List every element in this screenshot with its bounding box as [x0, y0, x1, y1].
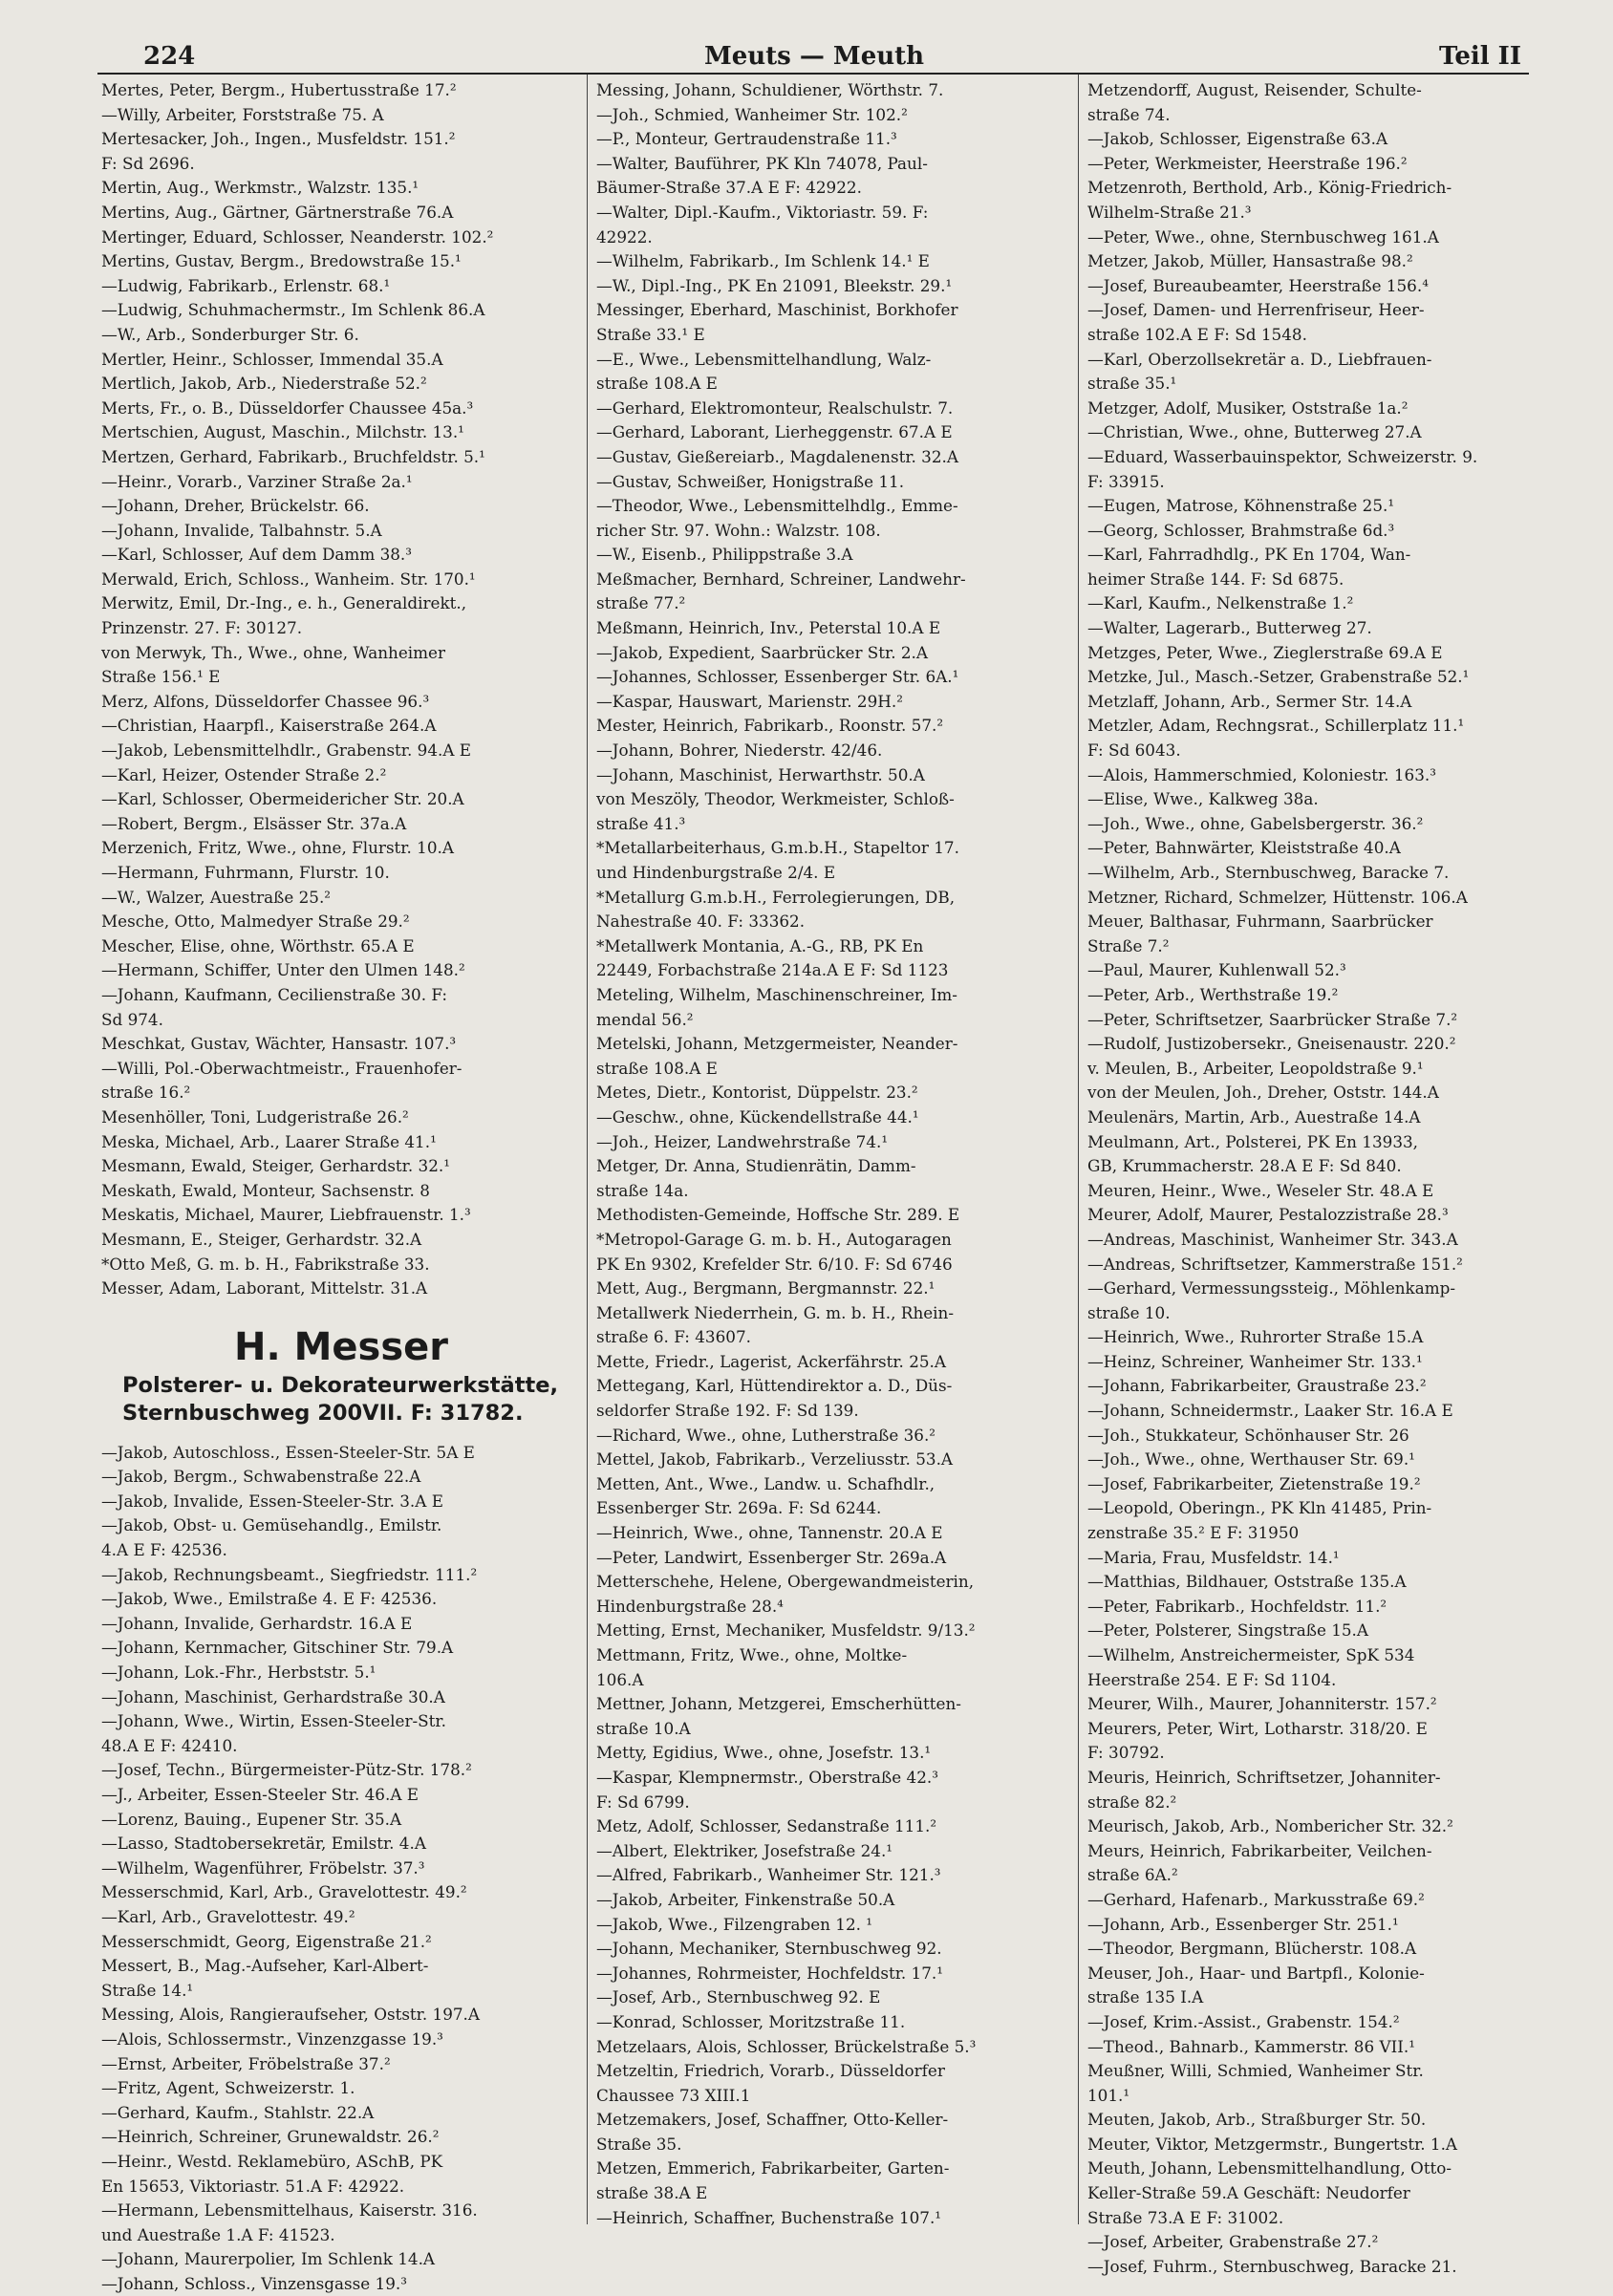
directory-entry: Mertschien, August, Maschin., Milchstr. 13.¹ [101, 422, 464, 442]
directory-entry: Messing, Alois, Rangieraufseher, Oststr. 197.A [101, 2005, 481, 2025]
directory-entry: Metzner, Richard, Schmelzer, Hüttenstr. 106.A [1087, 887, 1468, 907]
directory-entry: —Matthias, Bildhauer, Oststraße 135.A [1087, 1572, 1407, 1592]
directory-entry: Mertesacker, Joh., Ingen., Musfeldstr. 151.² F: Sd 2696. [101, 129, 456, 173]
directory-entry: —Ludwig, Fabrikarb., Erlenstr. 68.¹ [101, 275, 391, 295]
directory-entry: Mertinger, Eduard, Schlosser, Neanderstr. 102.² [101, 226, 494, 247]
directory-entry: —Willy, Arbeiter, Forststraße 75. A [101, 104, 384, 124]
directory-entry: Messer, Adam, Laborant, Mittelstr. 31.A [101, 1278, 428, 1298]
directory-entry: —Walter, Dipl.-Kaufm., Viktoriastr. 59. F: 42922. [596, 202, 929, 247]
directory-entry: *Metallurg G.m.b.H., Ferrolegierungen, DB, Nahestraße 40. F: 33362. [596, 887, 956, 932]
directory-entry: —Elise, Wwe., Kalkweg 38a. [1087, 789, 1319, 809]
directory-entry: —Konrad, Schlosser, Moritzstraße 11. [596, 2011, 906, 2031]
directory-entry: —Peter, Werkmeister, Heerstraße 196.² [1087, 153, 1408, 173]
directory-entry: Merts, Fr., o. B., Düsseldorfer Chaussee 45a.³ [101, 397, 474, 418]
directory-entry: —Theod., Bahnarb., Kammerstr. 86 VII.¹ [1087, 2036, 1415, 2056]
directory-entry: —Josef, Damen- und Herrenfriseur, Heer- straße 102.A E F: Sd 1548. [1087, 300, 1425, 344]
directory-entry: —Hermann, Schiffer, Unter den Ulmen 148.² [101, 960, 465, 980]
directory-entry: Mesche, Otto, Malmedyer Straße 29.² [101, 912, 410, 932]
directory-entry: Metten, Ant., Wwe., Landw. u. Schafhdlr., Essenberger Str. 269a. F: Sd 6244. [596, 1473, 936, 1518]
directory-entry: —Jakob, Autoschloss., Essen-Steeler-Str. 5A E [101, 1442, 475, 1462]
directory-entry: —Gerhard, Vermessungssteig., Möhlenkamp- straße 10. [1087, 1278, 1456, 1322]
directory-entry: Metz, Adolf, Schlosser, Sedanstraße 111.² [596, 1816, 937, 1836]
directory-entry: Metzlaff, Johann, Arb., Sermer Str. 14.A [1087, 691, 1412, 711]
directory-entry: Mertins, Gustav, Bergm., Bredowstraße 15.¹ [101, 251, 462, 271]
directory-entry: Merzenich, Fritz, Wwe., ohne, Flurstr. 10.A [101, 838, 454, 858]
directory-entry: —Johann, Maschinist, Gerhardstraße 30.A [101, 1686, 445, 1706]
directory-entry: —Gustav, Gießereiarb., Magdalenenstr. 32.A [596, 446, 958, 466]
directory-entry: Mertins, Aug., Gärtner, Gärtnerstraße 76.A [101, 202, 454, 222]
directory-entry: Metzger, Adolf, Musiker, Oststraße 1a.² [1087, 397, 1409, 418]
directory-entry: —Christian, Haarpfl., Kaiserstraße 264.A [101, 716, 437, 736]
page-header [97, 38, 1531, 71]
directory-entry: —Robert, Bergm., Elsässer Str. 37a.A [101, 813, 407, 833]
directory-entry: Metes, Dietr., Kontorist, Düppelstr. 23.² [596, 1083, 918, 1103]
directory-entry: —Jakob, Arbeiter, Finkenstraße 50.A [596, 1889, 895, 1909]
directory-entry: —Heinr., Westd. Reklamebüro, ASchB, PK En 15653, Viktoriastr. 51.A F: 42922. [101, 2151, 443, 2196]
directory-entry: —Josef, Fabrikarbeiter, Zietenstraße 19.² [1087, 1473, 1421, 1493]
directory-entry: Messerschmidt, Georg, Eigenstraße 21.² [101, 1931, 432, 1951]
directory-entry: Meskatis, Michael, Maurer, Liebfrauenstr. 1.³ [101, 1205, 471, 1225]
directory-entry: —Hermann, Fuhrmann, Flurstr. 10. [101, 863, 390, 882]
part-label: Teil II [1438, 42, 1521, 71]
directory-entry: —Peter, Polsterer, Singstraße 15.A [1087, 1620, 1369, 1641]
directory-entry: —Eugen, Matrose, Köhnenstraße 25.¹ [1087, 496, 1395, 516]
directory-entry: Mesenhöller, Toni, Ludgeristraße 26.² [101, 1106, 409, 1127]
directory-entry: —Karl, Schlosser, Obermeidericher Str. 20.A [101, 789, 464, 809]
directory-entry: —Karl, Oberzollsekretär a. D., Liebfrauen- straße 35.¹ [1087, 349, 1432, 394]
directory-entry: —Johann, Mechaniker, Sternbuschweg 92. [596, 1939, 942, 1959]
directory-entry: Mesmann, E., Steiger, Gerhardstr. 32.A [101, 1229, 422, 1249]
directory-entry: —Leopold, Oberingn., PK Kln 41485, Prin- zenstraße 35.² E F: 31950 [1087, 1498, 1432, 1543]
directory-entry: Meuser, Joh., Haar- und Bartpfl., Kolonie- straße 135 I.A [1087, 1963, 1425, 2007]
directory-entry: —Kaspar, Klempnermstr., Oberstraße 42.³ F: Sd 6799. [596, 1767, 938, 1812]
directory-entry: Metzer, Jakob, Müller, Hansastraße 98.² [1087, 251, 1413, 271]
column-1-top-entries [101, 78, 581, 1301]
directory-entry: Mertes, Peter, Bergm., Hubertusstraße 17.² [101, 80, 457, 99]
column-3 [1087, 78, 1561, 2276]
directory-entry: —Theodor, Bergmann, Blücherstr. 108.A [1087, 1939, 1417, 1959]
directory-entry: —Walter, Bauführer, PK Kln 74078, Paul- Bäumer-Straße 37.A E F: 42922. [596, 153, 928, 198]
directory-entry: —Johann, Maschinist, Herwarthstr. 50.A [596, 764, 925, 784]
directory-entry: Mett, Aug., Bergmann, Bergmannstr. 22.¹ [596, 1278, 936, 1298]
directory-entry: Metzges, Peter, Wwe., Zieglerstraße 69.A E [1087, 642, 1443, 662]
directory-entry: Messinger, Eberhard, Maschinist, Borkhofer Straße 33.¹ E [596, 300, 958, 344]
directory-entry: —Joh., Schmied, Wanheimer Str. 102.² [596, 104, 908, 124]
directory-entry: —Christian, Wwe., ohne, Butterweg 27.A [1087, 422, 1422, 442]
directory-entry: Mettegang, Karl, Hüttendirektor a. D., Düs- seldorfer Straße 192. F: Sd 139. [596, 1376, 953, 1421]
directory-entry: —Gerhard, Hafenarb., Markusstraße 69.² [1087, 1889, 1425, 1909]
directory-entry: Meurer, Adolf, Maurer, Pestalozzistraße 28.³ [1087, 1205, 1449, 1225]
directory-entry: —Johann, Invalide, Talbahnstr. 5.A [101, 520, 382, 540]
directory-entry: —Josef, Krim.-Assist., Grabenstr. 154.² [1087, 2011, 1400, 2031]
directory-entry: —Wilhelm, Fabrikarb., Im Schlenk 14.¹ E [596, 251, 930, 271]
directory-entry: —Johann, Arb., Essenberger Str. 251.¹ [1087, 1914, 1399, 1934]
directory-entry: —Karl, Arb., Gravelottestr. 49.² [101, 1906, 355, 1926]
directory-entry: —Heinr., Vorarb., Varziner Straße 2a.¹ [101, 471, 413, 491]
directory-entry: Merz, Alfons, Düsseldorfer Chassee 96.³ [101, 691, 430, 711]
directory-entry: —Johann, Wwe., Wirtin, Essen-Steeler-Str. 48.A E F: 42410. [101, 1711, 446, 1755]
directory-entry: Merwitz, Emil, Dr.-Ing., e. h., Generaldirekt., Prinzenstr. 27. F: 30127. [101, 593, 467, 638]
directory-entry: Metzemakers, Josef, Schaffner, Otto-Keller- Straße 35. [596, 2110, 949, 2154]
directory-entry: Metger, Dr. Anna, Studienrätin, Damm- straße 14a. [596, 1156, 916, 1200]
directory-entry: Meulenärs, Martin, Arb., Auestraße 14.A [1087, 1106, 1421, 1127]
directory-entry: Mette, Friedr., Lagerist, Ackerfährstr. 25.A [596, 1351, 947, 1371]
directory-entry: —Johann, Fabrikarbeiter, Graustraße 23.² [1087, 1376, 1427, 1396]
directory-entry: —Willi, Pol.-Oberwachtmeistr., Frauenhofer- straße 16.² [101, 1058, 462, 1103]
directory-entry: Meteling, Wilhelm, Maschinenschreiner, Im- mendal 56.² [596, 984, 957, 1029]
directory-entry: —Karl, Kaufm., Nelkenstraße 1.² [1087, 593, 1354, 613]
directory-entry: Metzeltin, Friedrich, Vorarb., Düsseldorfer Chaussee 73 XIII.1 [596, 2061, 945, 2105]
directory-entry: —Karl, Fahrradhdlg., PK En 1704, Wan- heimer Straße 144. F: Sd 6875. [1087, 545, 1411, 589]
directory-entry: Metelski, Johann, Metzgermeister, Neander- straße 108.A E [596, 1034, 958, 1078]
directory-entry: —Jakob, Rechnungsbeamt., Siegfriedstr. 111.² [101, 1564, 478, 1584]
directory-entry: —Josef, Arb., Sternbuschweg 92. E [596, 1987, 881, 2007]
directory-entry: —Peter, Landwirt, Essenberger Str. 269a.A [596, 1547, 947, 1567]
directory-entry: —Karl, Schlosser, Auf dem Damm 38.³ [101, 545, 412, 565]
ad-address: Sternbuschweg 200VII. F: 31782. [122, 1400, 524, 1426]
ad-company-name: H. Messer [233, 1324, 448, 1369]
directory-entry: —Johann, Kernmacher, Gitschiner Str. 79.A [101, 1638, 454, 1658]
column-divider [587, 75, 588, 2224]
directory-entry: Meurer, Wilh., Maurer, Johanniterstr. 157.² [1087, 1694, 1437, 1714]
directory-entry: —Alois, Hammerschmied, Koloniestr. 163.³ [1087, 764, 1436, 784]
directory-entry: —Josef, Arbeiter, Grabenstraße 27.² [1087, 2232, 1379, 2252]
directory-entry: Mertlich, Jakob, Arb., Niederstraße 52.² [101, 374, 427, 394]
directory-entry: —Johannes, Rohrmeister, Hochfeldstr. 17.¹ [596, 1963, 943, 1983]
directory-entry: —Fritz, Agent, Schweizerstr. 1. [101, 2078, 355, 2098]
directory-entry: Meska, Michael, Arb., Laarer Straße 41.¹ [101, 1131, 437, 1151]
directory-entry: Metterschehe, Helene, Obergewandmeisterin, Hindenburgstraße 28.⁴ [596, 1572, 975, 1616]
column-divider [1078, 75, 1079, 2224]
ad-description: Polsterer- u. Dekorateurwerkstätte, [122, 1372, 559, 1398]
directory-entry: Mester, Heinrich, Fabrikarb., Roonstr. 57.² [596, 716, 944, 736]
directory-entry: von Merwyk, Th., Wwe., ohne, Wanheimer Straße 156.¹ E [101, 642, 445, 687]
directory-entry: *Metropol-Garage G. m. b. H., Autogaragen PK En 9302, Krefelder Str. 6/10. F: Sd 6746 [596, 1229, 953, 1274]
directory-entry: —Heinrich, Schaffner, Buchenstraße 107.¹ [596, 2207, 942, 2227]
directory-entry: —Peter, Arb., Werthstraße 19.² [1087, 984, 1339, 1004]
directory-entry: Mertin, Aug., Werkmstr., Walzstr. 135.¹ [101, 178, 419, 198]
directory-entry: Messing, Johann, Schuldiener, Wörthstr. 7. [596, 80, 944, 99]
directory-entry: Metzler, Adam, Rechngsrat., Schillerplatz 11.¹ F: Sd 6043. [1087, 716, 1465, 761]
directory-entry: *Metallwerk Montania, A.-G., RB, PK En 22449, Forbachstraße 214a.A E F: Sd 1123 [596, 935, 949, 980]
column-2-entries [596, 78, 1070, 2230]
directory-entry: Metzelaars, Alois, Schlosser, Brückelstraße 5.³ [596, 2036, 977, 2056]
directory-entry: Meurs, Heinrich, Fabrikarbeiter, Veilchen- straße 6A.² [1087, 1840, 1432, 1885]
directory-entry: Meuren, Heinr., Wwe., Weseler Str. 48.A E [1087, 1180, 1434, 1200]
directory-entry: Mettel, Jakob, Fabrikarb., Verzeliusstr. 53.A [596, 1449, 954, 1470]
directory-entry: Meuter, Viktor, Metzgermstr., Bungertstr. 1.A [1087, 2134, 1458, 2154]
directory-entry: —Jakob, Obst- u. Gemüsehandlg., Emilstr. 4.A E F: 42536. [101, 1515, 442, 1560]
directory-entry: —Alfred, Fabrikarb., Wanheimer Str. 121.³ [596, 1865, 941, 1885]
directory-entry: *Metallarbeiterhaus, G.m.b.H., Stapeltor 17. und Hindenburgstraße 2/4. E [596, 838, 959, 882]
directory-entry: Metting, Ernst, Mechaniker, Musfeldstr. 9/13.² [596, 1620, 976, 1641]
directory-entry: —Andreas, Schriftsetzer, Kammerstraße 151.² [1087, 1254, 1463, 1274]
directory-entry: Metzendorff, August, Reisender, Schulte- straße 74. [1087, 80, 1422, 124]
directory-entry: —Johann, Dreher, Brückelstr. 66. [101, 496, 370, 516]
directory-entry: —Albert, Elektriker, Josefstraße 24.¹ [596, 1840, 893, 1860]
directory-entry: —Ludwig, Schuhmachermstr., Im Schlenk 86.A [101, 300, 485, 320]
directory-entry: Meschkat, Gustav, Wächter, Hansastr. 107.³ [101, 1034, 457, 1054]
directory-entry: —Andreas, Maschinist, Wanheimer Str. 343.A [1087, 1229, 1458, 1249]
directory-entry: —Lasso, Stadtobersekretär, Emilstr. 4.A [101, 1834, 426, 1854]
directory-entry: —Walter, Lagerarb., Butterweg 27. [1087, 618, 1372, 638]
directory-entry: —Gerhard, Kaufm., Stahlstr. 22.A [101, 2102, 375, 2122]
directory-entry: Metzke, Jul., Masch.-Setzer, Grabenstraße 52.¹ [1087, 667, 1470, 687]
directory-entry: —J., Arbeiter, Essen-Steeler Str. 46.A E [101, 1785, 419, 1804]
directory-entry: —Georg, Schlosser, Brahmstraße 6d.³ [1087, 520, 1395, 540]
directory-entry: —Karl, Heizer, Ostender Straße 2.² [101, 764, 387, 784]
directory-entry: von der Meulen, Joh., Dreher, Oststr. 144.A [1087, 1083, 1439, 1103]
directory-entry: —Gerhard, Elektromonteur, Realschulstr. 7. [596, 397, 954, 418]
page-title: Meuts — Meuth [703, 42, 925, 71]
directory-entry: Meurisch, Jakob, Arb., Nombericher Str. 32.² [1087, 1816, 1453, 1836]
directory-entry: Mertzen, Gerhard, Fabrikarb., Bruchfeldstr. 5.¹ [101, 446, 485, 466]
directory-entry: —Jakob, Expedient, Saarbrücker Str. 2.A [596, 642, 929, 662]
directory-entry: —Heinrich, Schreiner, Grunewaldstr. 26.² [101, 2127, 440, 2147]
directory-entry: Meuth, Johann, Lebensmittelhandlung, Otto- Keller-Straße 59.A Geschäft: Neudorfer Straße 73.A E F: 31002. [1087, 2158, 1452, 2227]
directory-entry: von Meszöly, Theodor, Werkmeister, Schloß- straße 41.³ [596, 789, 955, 833]
directory-entry: Merwald, Erich, Schloss., Wanheim. Str. 170.¹ [101, 569, 476, 589]
directory-entry: Meuris, Heinrich, Schriftsetzer, Johanniter- straße 82.² [1087, 1767, 1441, 1812]
directory-entry: —Eduard, Wasserbauinspektor, Schweizerstr. 9. F: 33915. [1087, 446, 1478, 491]
directory-entry: —Wilhelm, Anstreichermeister, SpK 534 Heerstraße 254. E F: Sd 1104. [1087, 1645, 1415, 1689]
directory-entry: Meskath, Ewald, Monteur, Sachsenstr. 8 [101, 1180, 430, 1200]
directory-entry: —Johann, Schloss., Vinzensgasse 19.³ [101, 2273, 407, 2293]
directory-entry: Meußner, Willi, Schmied, Wanheimer Str. 101.¹ [1087, 2061, 1424, 2105]
directory-entry: —W., Arb., Sonderburger Str. 6. [101, 324, 359, 344]
header-rule [97, 73, 1529, 75]
directory-entry: —Johannes, Schlosser, Essenberger Str. 6A.¹ [596, 667, 959, 687]
column-2 [596, 78, 1070, 2227]
directory-entry: —Ernst, Arbeiter, Fröbelstraße 37.² [101, 2053, 391, 2073]
directory-entry: —Jakob, Bergm., Schwabenstraße 22.A [101, 1467, 421, 1487]
directory-entry: —Jakob, Wwe., Emilstraße 4. E F: 42536. [101, 1589, 438, 1609]
directory-entry: —Johann, Kaufmann, Cecilienstraße 30. F: Sd 974. [101, 984, 448, 1029]
directory-entry: —Johann, Schneidermstr., Laaker Str. 16.A E [1087, 1401, 1453, 1421]
directory-entry: —Peter, Bahnwärter, Kleiststraße 40.A [1087, 838, 1401, 858]
directory-entry: —Peter, Wwe., ohne, Sternbuschweg 161.A [1087, 226, 1439, 247]
directory-entry: —W., Eisenb., Philippstraße 3.A [596, 545, 853, 565]
directory-entry: —Josef, Fuhrm., Sternbuschweg, Baracke 21. [1087, 2256, 1457, 2276]
directory-entry: —Heinrich, Wwe., Ruhrorter Straße 15.A [1087, 1327, 1424, 1347]
directory-entry: —Johann, Bohrer, Niederstr. 42/46. [596, 740, 883, 761]
directory-entry: —Josef, Techn., Bürgermeister-Pütz-Str. 178.² [101, 1760, 472, 1780]
directory-entry: —Heinrich, Wwe., ohne, Tannenstr. 20.A E [596, 1523, 943, 1543]
directory-entry: —Alois, Schlossermstr., Vinzenzgasse 19.³ [101, 2028, 443, 2049]
directory-entry: —Maria, Frau, Musfeldstr. 14.¹ [1087, 1547, 1340, 1567]
directory-entry: —Johann, Maurerpolier, Im Schlenk 14.A [101, 2249, 436, 2269]
column-3-entries [1087, 78, 1561, 2279]
directory-entry: Messert, B., Mag.-Aufseher, Karl-Albert- Straße 14.¹ [101, 1956, 429, 2000]
directory-entry: —Jakob, Lebensmittelhdlr., Grabenstr. 94.A E [101, 740, 472, 761]
directory-entry: —Peter, Fabrikarb., Hochfeldstr. 11.² [1087, 1596, 1387, 1616]
page-number: 224 [143, 42, 196, 71]
directory-entry: —Jakob, Invalide, Essen-Steeler-Str. 3.A E [101, 1491, 443, 1511]
directory-entry: Meuer, Balthasar, Fuhrmann, Saarbrücker Straße 7.² [1087, 912, 1433, 955]
directory-entry: Mettmann, Fritz, Wwe., ohne, Moltke- 106.A [596, 1645, 908, 1689]
directory-entry: Meßmann, Heinrich, Inv., Peterstal 10.A E [596, 618, 941, 638]
directory-entry: —Richard, Wwe., ohne, Lutherstraße 36.² [596, 1425, 936, 1445]
directory-entry: —Johann, Invalide, Gerhardstr. 16.A E [101, 1613, 413, 1633]
directory-entry: —Josef, Bureaubeamter, Heerstraße 156.⁴ [1087, 275, 1429, 295]
directory-entry: —Joh., Heizer, Landwehrstraße 74.¹ [596, 1131, 889, 1151]
directory-entry: Meuten, Jakob, Arb., Straßburger Str. 50. [1087, 2110, 1427, 2130]
directory-entry: Mettner, Johann, Metzgerei, Emscherhütten- straße 10.A [596, 1694, 961, 1738]
directory-entry: —Wilhelm, Wagenführer, Fröbelstr. 37.³ [101, 1857, 425, 1878]
directory-entry: Metzenroth, Berthold, Arb., König-Friedrich- Wilhelm-Straße 21.³ [1087, 178, 1452, 222]
advertisement [101, 1322, 581, 1427]
directory-entry: —Johann, Lok.-Fhr., Herbststr. 5.¹ [101, 1663, 376, 1683]
directory-entry: —Gustav, Schweißer, Honigstraße 11. [596, 471, 905, 491]
directory-entry: —Heinz, Schreiner, Wanheimer Str. 133.¹ [1087, 1351, 1423, 1371]
directory-entry: Mesmann, Ewald, Steiger, Gerhardstr. 32.¹ [101, 1156, 450, 1176]
directory-entry: —Jakob, Schlosser, Eigenstraße 63.A [1087, 129, 1388, 149]
directory-entry: —Theodor, Wwe., Lebensmittelhdlg., Emme- richer Str. 97. Wohn.: Walzstr. 108. [596, 496, 958, 540]
directory-entry: —Paul, Maurer, Kuhlenwall 52.³ [1087, 960, 1346, 980]
directory-entry: Meßmacher, Bernhard, Schreiner, Landwehr- straße 77.² [596, 569, 966, 613]
directory-entry: *Otto Meß, G. m. b. H., Fabrikstraße 33. [101, 1254, 430, 1274]
directory-entry: —Jakob, Wwe., Filzengraben 12. ¹ [596, 1914, 873, 1934]
directory-entry: —Joh., Wwe., ohne, Gabelsbergerstr. 36.² [1087, 813, 1424, 833]
directory-entry: —Hermann, Lebensmittelhaus, Kaiserstr. 316. und Auestraße 1.A F: 41523. [101, 2200, 478, 2244]
directory-entry: —Joh., Stukkateur, Schönhauser Str. 26 [1087, 1425, 1409, 1445]
directory-entry: —W., Dipl.-Ing., PK En 21091, Bleekstr. 29.¹ [596, 275, 953, 295]
directory-entry: —Gerhard, Laborant, Lierheggenstr. 67.A E [596, 422, 953, 442]
directory-entry: —Lorenz, Bauing., Eupener Str. 35.A [101, 1809, 402, 1829]
directory-entry: Mertler, Heinr., Schlosser, Immendal 35.A [101, 349, 443, 369]
directory-entry: —P., Monteur, Gertraudenstraße 11.³ [596, 129, 897, 149]
directory-entry: —Peter, Schriftsetzer, Saarbrücker Straße 7.² [1087, 1009, 1458, 1029]
directory-entry: Metallwerk Niederrhein, G. m. b. H., Rhein- straße 6. F: 43607. [596, 1302, 955, 1347]
column-1 [101, 78, 581, 2293]
directory-entry: Meurers, Peter, Wirt, Lotharstr. 318/20. E F: 30792. [1087, 1718, 1428, 1763]
directory-entry: —Geschw., ohne, Kückendellstraße 44.¹ [596, 1106, 919, 1127]
directory-entry: Messerschmid, Karl, Arb., Gravelottestr. 49.² [101, 1882, 467, 1902]
directory-entry: Mescher, Elise, ohne, Wörthstr. 65.A E [101, 935, 415, 955]
column-1-bottom-entries [101, 1441, 581, 2296]
directory-entry: —E., Wwe., Lebensmittelhandlung, Walz- straße 108.A E [596, 349, 932, 394]
directory-entry: Meulmann, Art., Polsterei, PK En 13933, GB, Krummacherstr. 28.A E F: Sd 840. [1087, 1131, 1419, 1176]
directory-entry: Methodisten-Gemeinde, Hoffsche Str. 289. E [596, 1205, 960, 1225]
directory-entry: —Wilhelm, Arb., Sternbuschweg, Baracke 7. [1087, 863, 1450, 882]
directory-entry: Metzen, Emmerich, Fabrikarbeiter, Garten- straße 38.A E [596, 2158, 950, 2203]
directory-entry: —Joh., Wwe., ohne, Werthauser Str. 69.¹ [1087, 1449, 1415, 1470]
directory-entry: v. Meulen, B., Arbeiter, Leopoldstraße 9.¹ [1087, 1058, 1424, 1078]
directory-entry: —W., Walzer, Auestraße 25.² [101, 887, 332, 907]
directory-entry: —Rudolf, Justizobersekr., Gneisenaustr. 220.² [1087, 1034, 1456, 1054]
directory-entry: Metty, Egidius, Wwe., ohne, Josefstr. 13.¹ [596, 1743, 932, 1763]
directory-entry: —Kaspar, Hauswart, Marienstr. 29H.² [596, 691, 903, 711]
